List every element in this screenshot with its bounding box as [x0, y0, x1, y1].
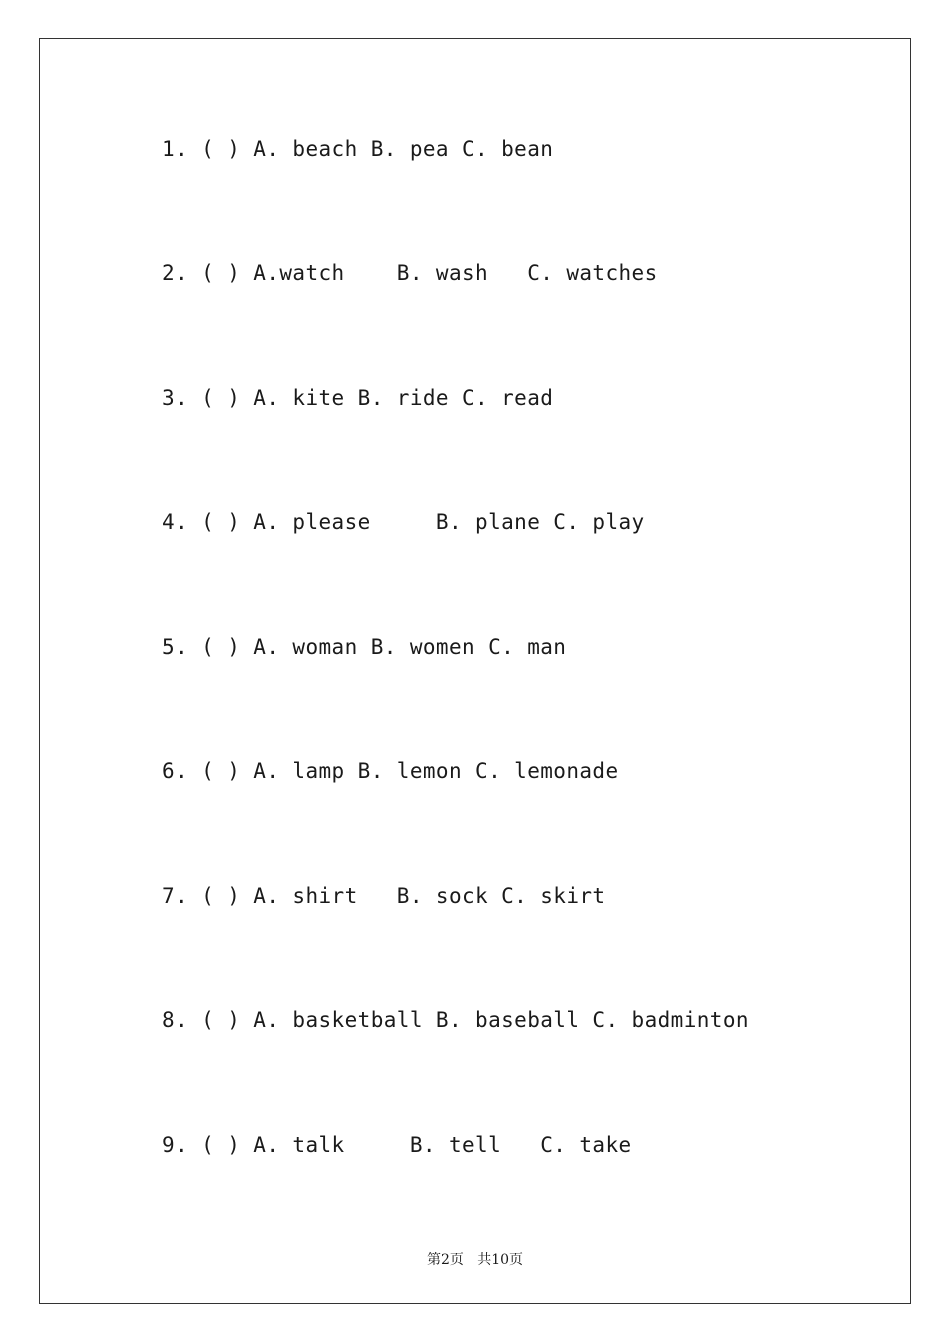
question-8: 8. ( ) A. basketball B. baseball C. badminton [162, 1008, 749, 1032]
question-9: 9. ( ) A. talk B. tell C. take [162, 1133, 632, 1157]
question-3: 3. ( ) A. kite B. ride C. read [162, 386, 554, 410]
question-6: 6. ( ) A. lamp B. lemon C. lemonade [162, 759, 619, 783]
question-5: 5. ( ) A. woman B. women C. man [162, 635, 567, 659]
page-number-footer: 第2页 共10页 [426, 1252, 524, 1268]
question-1: 1. ( ) A. beach B. pea C. bean [162, 137, 554, 161]
question-2: 2. ( ) A.watch B. wash C. watches [162, 261, 658, 285]
page-border [39, 38, 911, 1304]
question-7: 7. ( ) A. shirt B. sock C. skirt [162, 884, 606, 908]
question-4: 4. ( ) A. please B. plane C. play [162, 510, 645, 534]
